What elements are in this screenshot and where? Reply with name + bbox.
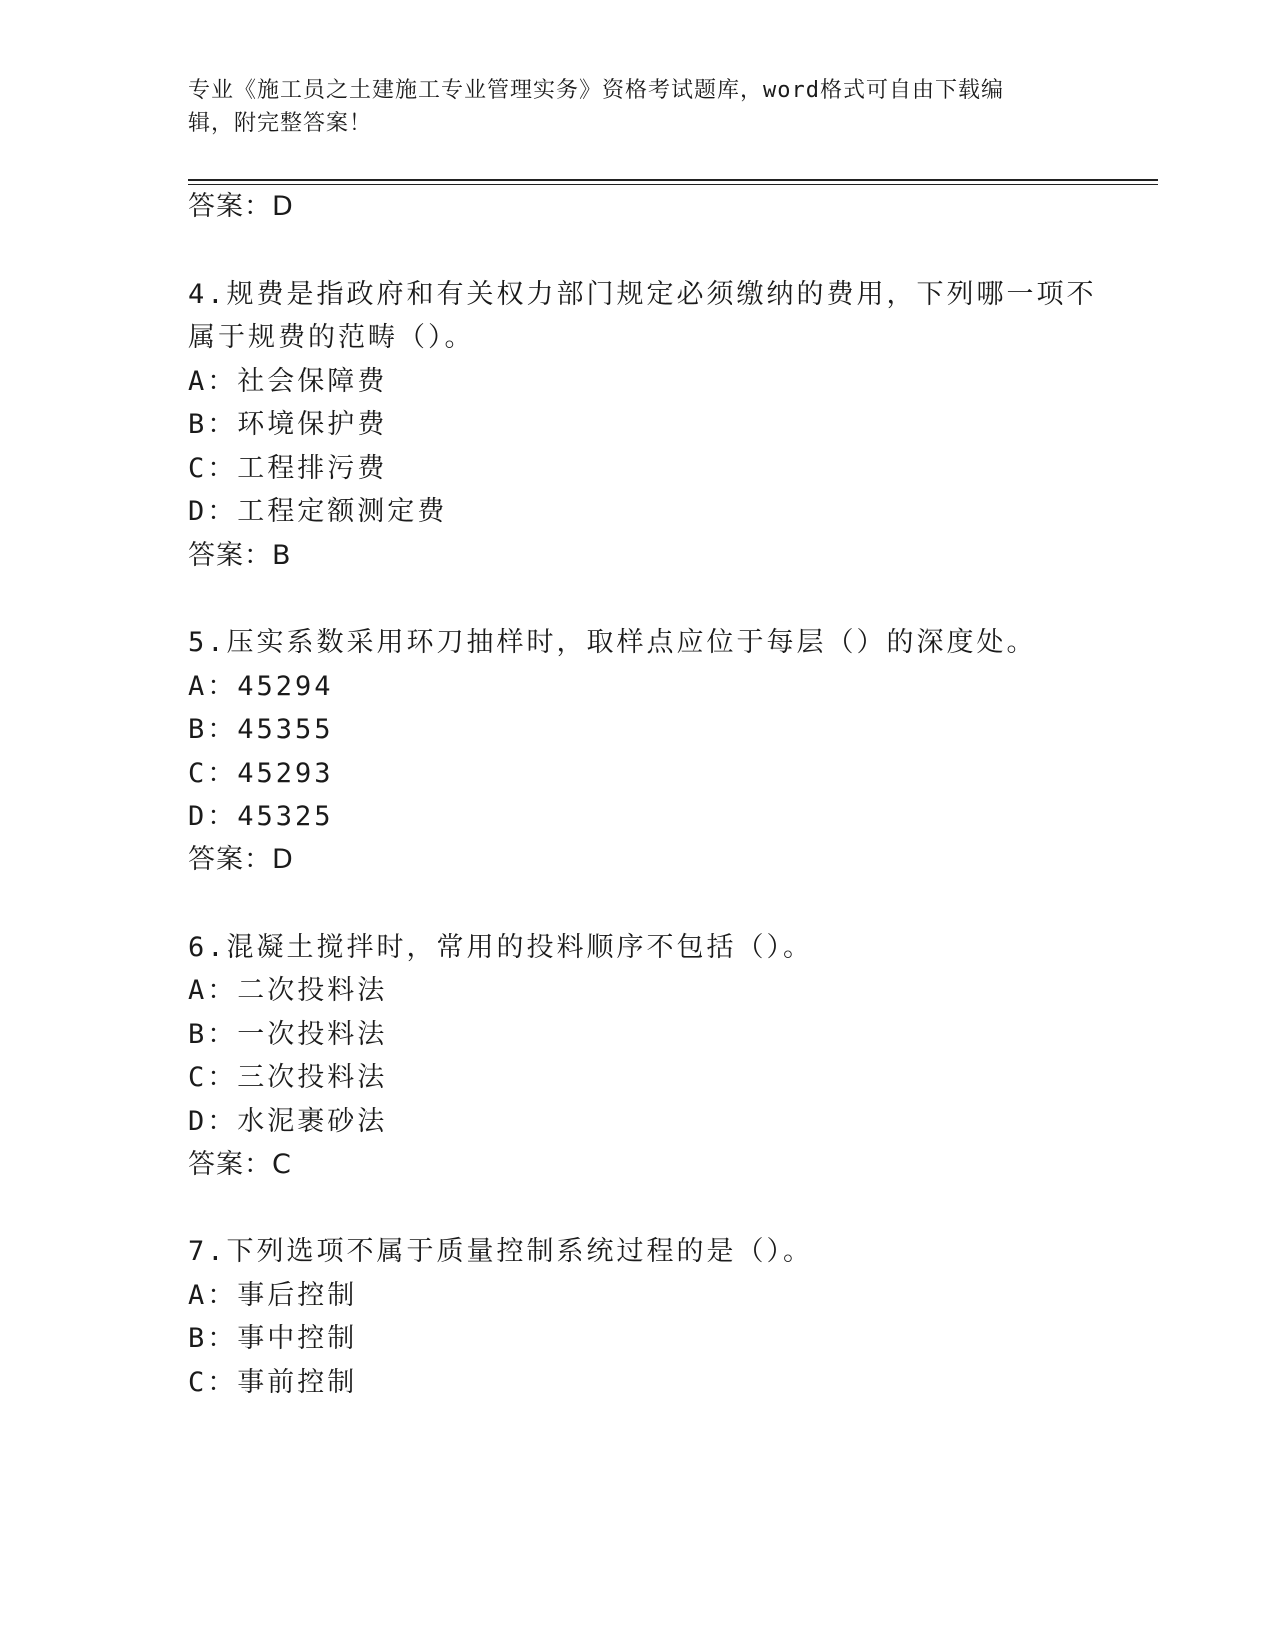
question-4-option-b: B：环境保护费 (188, 409, 388, 440)
question-5-stem-line-1: 5.压实系数采用环刀抽样时，取样点应位于每层（）的深度处。 (188, 627, 1037, 658)
question-6-option-a: A：二次投料法 (188, 975, 388, 1006)
question-5-option-b: B：45355 (188, 714, 334, 745)
question-6-option-d: D：水泥裹砂法 (188, 1106, 388, 1137)
question-4-option-c: C：工程排污费 (188, 453, 388, 484)
question-6-option-b: B：一次投料法 (188, 1019, 388, 1050)
question-5-option-d: D：45325 (188, 801, 334, 832)
question-7-stem-line-1: 7.下列选项不属于质量控制系统过程的是（）。 (188, 1236, 814, 1267)
question-6-answer: 答案：C (188, 1149, 292, 1180)
question-4-option-d: D：工程定额测定费 (188, 496, 448, 527)
question-5-answer: 答案：D (188, 844, 294, 875)
answer-previous: 答案：D (188, 191, 294, 222)
question-5-option-a: A：45294 (188, 671, 334, 702)
header-rule-thin (188, 184, 1158, 185)
question-7-option-b: B：事中控制 (188, 1323, 358, 1354)
question-4-stem-line-2: 属于规费的范畴（）。 (188, 322, 475, 353)
header-line-1: 专业《施工员之土建施工专业管理实务》资格考试题库，word格式可自由下载编 (188, 78, 1004, 103)
question-6-option-c: C：三次投料法 (188, 1062, 388, 1093)
question-4-option-a: A：社会保障费 (188, 366, 388, 397)
question-7-option-c: C：事前控制 (188, 1367, 358, 1398)
question-7-option-a: A：事后控制 (188, 1280, 358, 1311)
question-4-answer: 答案：B (188, 540, 292, 571)
question-6-stem-line-1: 6.混凝土搅拌时，常用的投料顺序不包括（）。 (188, 932, 814, 963)
document-header (188, 74, 1088, 140)
question-4-stem-line-1: 4.规费是指政府和有关权力部门规定必须缴纳的费用，下列哪一项不 (188, 279, 1097, 310)
header-rule-thick (188, 179, 1158, 181)
question-5-option-c: C：45293 (188, 758, 334, 789)
header-line-2: 辑，附完整答案！ (188, 111, 373, 136)
